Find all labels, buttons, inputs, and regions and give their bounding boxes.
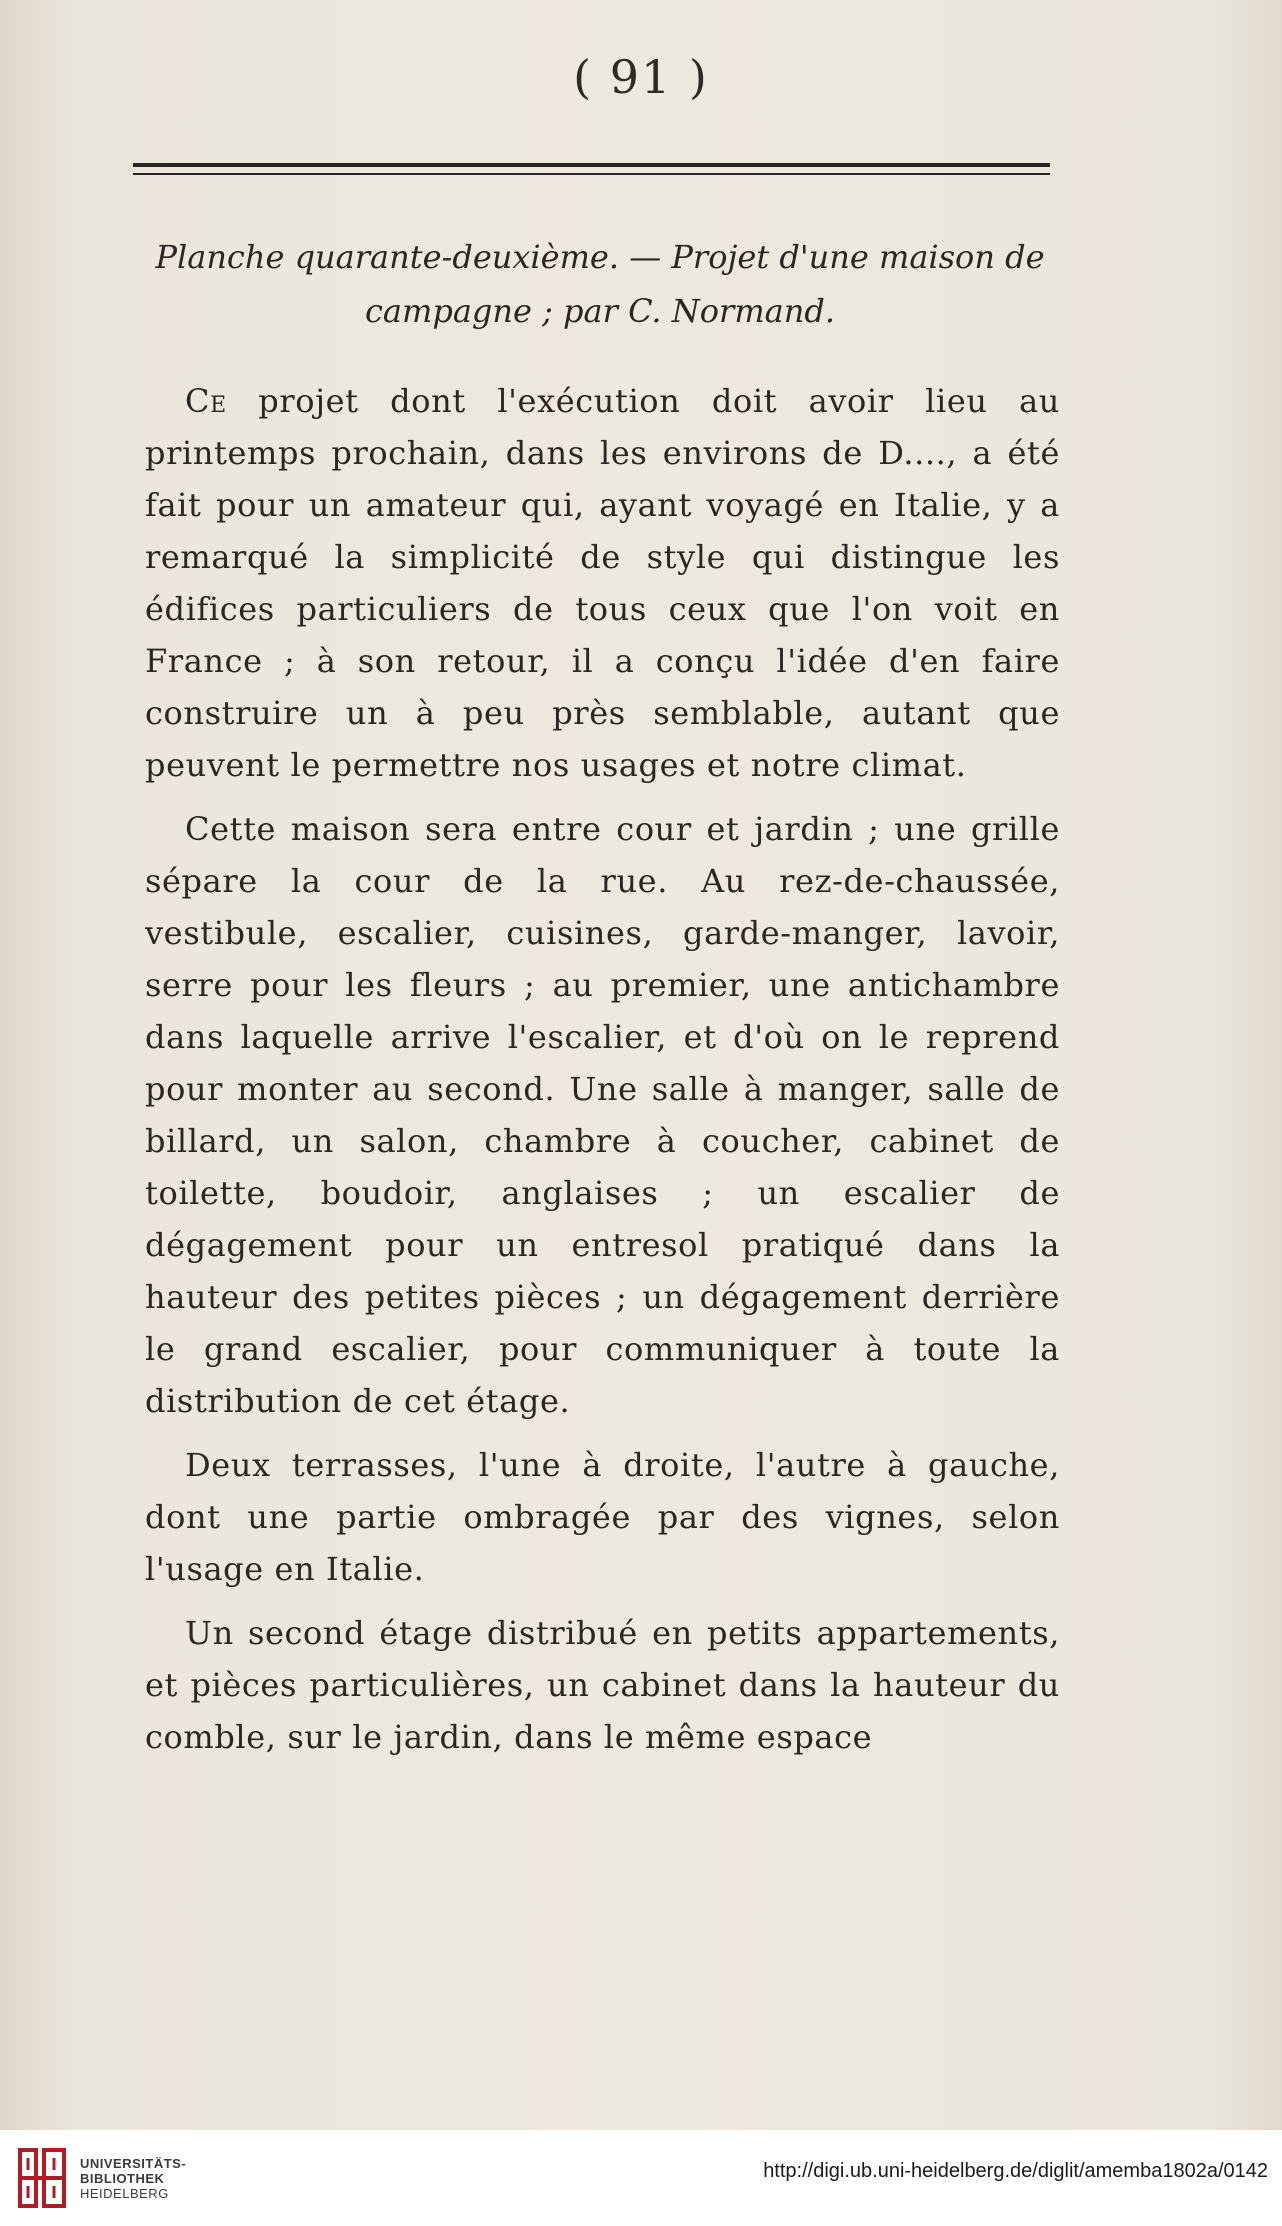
- paragraph-2: Cette maison sera entre cour et jardin ; une grille sépare la cour de la rue. Au rez-de-chaussée, vestibule, escalier, cuisines, garde-manger, lavoir, serre pour les fleurs ; au premier, une antichambre dans laquelle arrive l'escalier, et d'où on le reprend pour monter au second. Une salle à manger, salle de billard, un salon, chambre à coucher, cabinet de toilette, boudoir, anglaises ; un escalier de dégagement pour un entresol pratiqué dans la hauteur des petites pièces ; un dégagement derrière le grand escalier, pour communiquer à toute la distribution de cet étage.: [145, 810, 1060, 1420]
- drop-cap-word: Ce: [185, 382, 227, 420]
- paragraph-1: [145, 375, 1060, 791]
- header-rule-thin: [133, 173, 1050, 175]
- footer-bar: [0, 2130, 1282, 2226]
- source-url-link[interactable]: http://digi.ub.uni-heidelberg.de/diglit/amemba1802a/0142: [763, 2160, 1268, 2182]
- library-logo-icon: [14, 2144, 70, 2212]
- paragraph-1-text: projet dont l'exécution doit avoir lieu au printemps prochain, dans les environs de D...., a été fait pour un amateur qui, ayant voyagé en Italie, y a remarqué la simplicité de style qui distingue les édifices particuliers de tous ceux que l'on voit en France ; à son retour, il a conçu l'idée d'en faire construire un à peu près semblable, autant que peuvent le permettre nos usages et notre climat.: [145, 382, 1060, 784]
- heading-line-2: campagne ; par C. Normand.: [364, 292, 836, 330]
- heading-line-1: Planche quarante-deuxième. — Projet d'une maison de: [155, 238, 1045, 276]
- library-name: UNIVERSITÄTS- BIBLIOTHEK HEIDELBERG: [80, 2156, 187, 2201]
- page-number: ( 91 ): [573, 50, 709, 104]
- paragraph-4: Un second étage distribué en petits appartements, et pièces particulières, un cabinet dans la hauteur du comble, sur le jardin, dans le même espace: [145, 1614, 1060, 1756]
- body-text: [145, 375, 1060, 1775]
- paragraph-3: Deux terrasses, l'une à droite, l'autre à gauche, dont une partie ombragée par des vignes, selon l'usage en Italie.: [145, 1446, 1060, 1588]
- header-rule-thick: [133, 163, 1050, 167]
- plate-heading: [120, 230, 1080, 338]
